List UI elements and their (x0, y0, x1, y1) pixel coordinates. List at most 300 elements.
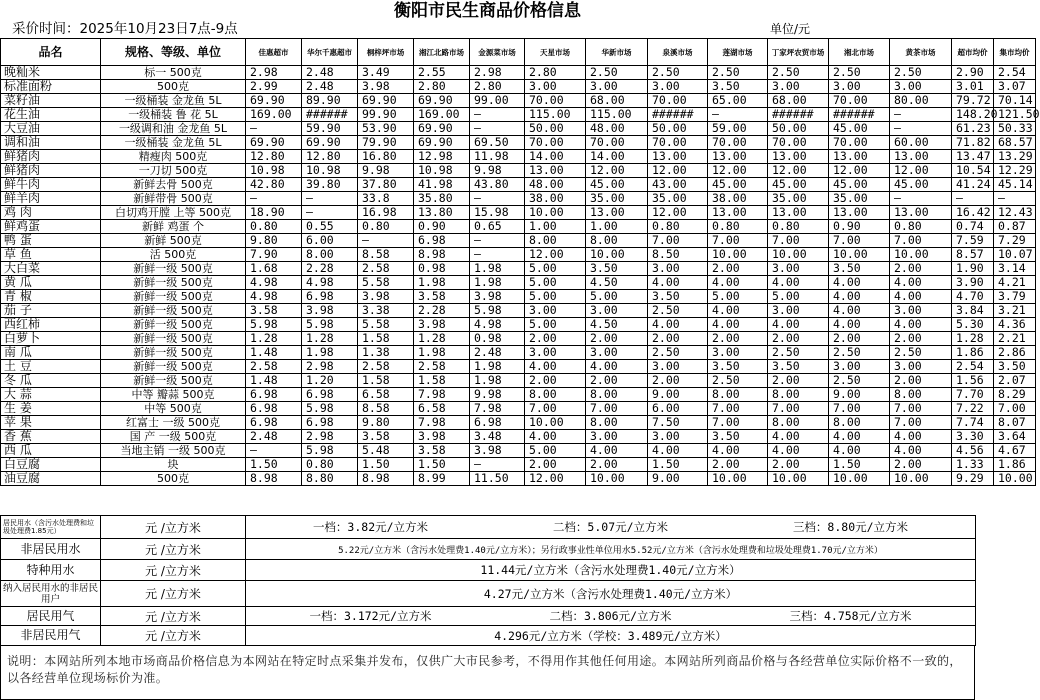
price-cell: 5.00 (586, 290, 648, 304)
col-header: 桐梓坪市场 (358, 39, 414, 66)
col-header: 规格、等级、单位 (101, 39, 246, 66)
price-cell: 3.90 (952, 276, 994, 290)
price-cell: 8.00 (586, 234, 648, 248)
price-cell: 4.00 (648, 444, 708, 458)
price-cell: 2.50 (768, 346, 829, 360)
product-spec: 活 500克 (101, 248, 246, 262)
product-spec: 新鲜一级 500克 (101, 374, 246, 388)
price-cell: 50.00 (648, 122, 708, 136)
price-cell: 70.00 (768, 136, 829, 150)
price-cell: 2.50 (768, 66, 829, 80)
price-cell: 10.54 (952, 164, 994, 178)
price-cell: 3.00 (648, 80, 708, 94)
product-name: 鲜猪肉 (1, 164, 101, 178)
product-spec: 一级桶装 鲁 花 5L (101, 108, 246, 122)
utility-unit: 元 /立方米 (101, 539, 246, 560)
price-cell: 0.98 (414, 262, 470, 276)
table-row (1, 178, 1036, 192)
price-cell: 13.00 (890, 150, 952, 164)
price-cell: 2.21 (994, 332, 1036, 346)
price-cell: 12.80 (302, 150, 358, 164)
price-cell: 0.55 (302, 220, 358, 234)
table-row (1, 472, 1036, 486)
price-cell: 9.00 (648, 472, 708, 486)
table-row (1, 150, 1036, 164)
price-cell: 2.00 (586, 458, 648, 472)
table-row (1, 388, 1036, 402)
price-cell: 10.00 (994, 472, 1036, 486)
price-cell: 35.00 (768, 192, 829, 206)
product-spec: 新鲜 500克 (101, 234, 246, 248)
product-name: 花生油 (1, 108, 101, 122)
price-cell: 0.80 (708, 220, 768, 234)
price-cell: 4.00 (708, 276, 768, 290)
table-row (1, 346, 1036, 360)
utility-row (1, 607, 976, 626)
price-cell: 61.23 (952, 122, 994, 136)
price-cell: 1.00 (525, 220, 586, 234)
price-cell: 1.20 (302, 374, 358, 388)
utility-text: 4.27元/立方米（含污水处理费1.40元/立方米） (246, 581, 976, 607)
product-name: 白萝卜 (1, 332, 101, 346)
price-cell: 2.00 (768, 458, 829, 472)
product-name: 调和油 (1, 136, 101, 150)
price-cell: 4.00 (648, 276, 708, 290)
price-cell: 4.98 (246, 276, 302, 290)
product-spec: 一级桶装 金龙鱼 5L (101, 94, 246, 108)
price-cell: 0.90 (829, 220, 890, 234)
price-cell: 10.00 (708, 248, 768, 262)
price-cell: 8.00 (302, 248, 358, 262)
price-cell: 7.00 (890, 416, 952, 430)
product-spec: 500克 (101, 472, 246, 486)
price-cell: 7.00 (525, 402, 586, 416)
price-cell: 4.00 (586, 444, 648, 458)
price-cell: 13.00 (768, 206, 829, 220)
price-cell: 7.00 (708, 234, 768, 248)
price-cell: 3.00 (525, 80, 586, 94)
utility-unit: 元 /立方米 (101, 516, 246, 539)
price-cell: 13.00 (829, 206, 890, 220)
table-row (1, 444, 1036, 458)
utility-row (1, 560, 976, 581)
col-header: 集市均价 (994, 39, 1036, 66)
price-cell: 68.00 (586, 94, 648, 108)
price-cell: 6.98 (302, 388, 358, 402)
table-row (1, 66, 1036, 80)
price-cell: 4.50 (586, 276, 648, 290)
table-row (1, 374, 1036, 388)
price-cell: 3.98 (414, 318, 470, 332)
product-name: 鲜牛肉 (1, 178, 101, 192)
col-header: 佳惠超市 (246, 39, 302, 66)
price-cell: 3.00 (648, 430, 708, 444)
price-cell: 12.80 (246, 150, 302, 164)
price-cell: 6.98 (470, 416, 525, 430)
price-cell: 9.98 (470, 388, 525, 402)
price-cell: 8.58 (358, 248, 414, 262)
product-name: 西 瓜 (1, 444, 101, 458)
price-cell: 69.90 (358, 94, 414, 108)
price-cell: 5.00 (768, 290, 829, 304)
price-cell: 4.98 (246, 290, 302, 304)
price-cell: 4.00 (890, 290, 952, 304)
price-cell: 99.90 (358, 108, 414, 122)
price-cell: 0.80 (358, 220, 414, 234)
price-cell: 4.00 (586, 360, 648, 374)
price-cell: 13.80 (414, 206, 470, 220)
price-cell: — (890, 108, 952, 122)
price-cell: — (708, 108, 768, 122)
price-cell: 50.00 (768, 122, 829, 136)
utility-name: 非居民用气 (1, 626, 101, 646)
product-name: 大豆油 (1, 122, 101, 136)
price-cell: 10.00 (829, 472, 890, 486)
table-row (1, 458, 1036, 472)
price-cell: 4.00 (890, 430, 952, 444)
price-cell: 4.98 (302, 276, 358, 290)
table-row (1, 276, 1036, 290)
price-cell: 5.98 (470, 304, 525, 318)
price-cell: 3.50 (768, 360, 829, 374)
price-cell: 6.58 (358, 388, 414, 402)
price-cell: 5.00 (525, 318, 586, 332)
price-cell: 3.00 (890, 304, 952, 318)
price-cell: 1.28 (246, 332, 302, 346)
price-cell: 6.98 (246, 388, 302, 402)
price-cell: 2.50 (890, 346, 952, 360)
price-cell: 35.00 (648, 192, 708, 206)
price-cell: 1.28 (302, 332, 358, 346)
price-cell: 2.98 (470, 66, 525, 80)
price-cell: 10.98 (302, 164, 358, 178)
price-cell: 13.00 (768, 150, 829, 164)
table-row (1, 290, 1036, 304)
price-cell: 6.98 (246, 416, 302, 430)
price-cell: 45.14 (994, 178, 1036, 192)
price-cell: — (246, 192, 302, 206)
price-cell: 13.00 (648, 150, 708, 164)
price-cell: 2.50 (648, 304, 708, 318)
product-name: 土 豆 (1, 360, 101, 374)
price-cell: 3.00 (648, 360, 708, 374)
price-cell: 43.00 (648, 178, 708, 192)
price-cell: 70.14 (994, 94, 1036, 108)
price-cell: — (246, 122, 302, 136)
price-cell: 3.58 (414, 290, 470, 304)
price-cell: 38.00 (708, 192, 768, 206)
price-cell: 13.00 (708, 150, 768, 164)
price-cell: 7.00 (890, 234, 952, 248)
price-cell: 2.00 (525, 374, 586, 388)
price-cell: 9.98 (470, 164, 525, 178)
price-cell: 8.00 (525, 388, 586, 402)
price-cell: — (470, 234, 525, 248)
price-cell: — (890, 192, 952, 206)
price-cell: 45.00 (890, 178, 952, 192)
price-cell: 35.00 (829, 192, 890, 206)
price-cell: 7.59 (952, 234, 994, 248)
price-cell: 11.98 (470, 150, 525, 164)
price-cell: 4.00 (525, 430, 586, 444)
price-cell: 2.50 (708, 66, 768, 80)
price-cell: 0.80 (768, 220, 829, 234)
table-row (1, 206, 1036, 220)
price-cell: 4.00 (890, 444, 952, 458)
price-cell: 2.80 (525, 66, 586, 80)
price-cell: 7.00 (994, 402, 1036, 416)
price-cell: 121.50 (994, 108, 1036, 122)
price-cell: 1.98 (470, 276, 525, 290)
table-row (1, 80, 1036, 94)
utility-unit: 元 /立方米 (101, 581, 246, 607)
product-spec: 新鲜一级 500克 (101, 346, 246, 360)
product-name: 鸭 蛋 (1, 234, 101, 248)
product-name: 鲜鸡蛋 (1, 220, 101, 234)
product-name: 菜籽油 (1, 94, 101, 108)
price-cell: 0.80 (890, 220, 952, 234)
price-cell: 1.90 (952, 262, 994, 276)
table-row (1, 416, 1036, 430)
price-cell: 8.00 (586, 388, 648, 402)
price-cell: 8.99 (414, 472, 470, 486)
price-cell: 69.90 (246, 94, 302, 108)
table-row (1, 304, 1036, 318)
price-cell: 8.00 (525, 234, 586, 248)
price-cell: — (890, 122, 952, 136)
price-cell: 16.80 (358, 150, 414, 164)
price-cell: 4.50 (586, 318, 648, 332)
price-cell: 7.00 (586, 402, 648, 416)
utility-unit: 元 /立方米 (101, 626, 246, 646)
price-cell: 7.00 (768, 402, 829, 416)
price-cell: — (246, 444, 302, 458)
price-cell: 0.87 (994, 220, 1036, 234)
price-cell: 1.98 (414, 346, 470, 360)
price-cell: 3.79 (994, 290, 1036, 304)
product-name: 鸡 肉 (1, 206, 101, 220)
price-cell: 1.48 (246, 374, 302, 388)
price-cell: 80.00 (890, 94, 952, 108)
price-cell: 0.80 (648, 220, 708, 234)
utility-text: 4.296元/立方米（学校：3.489元/立方米） (246, 626, 976, 646)
price-cell: 2.58 (358, 360, 414, 374)
utility-unit: 元 /立方米 (101, 607, 246, 626)
product-name: 冬 瓜 (1, 374, 101, 388)
price-cell: 2.48 (470, 346, 525, 360)
price-cell: 3.00 (586, 346, 648, 360)
col-header: 黄茶市场 (890, 39, 952, 66)
price-cell: 4.00 (768, 444, 829, 458)
price-cell: 33.8 (358, 192, 414, 206)
price-cell: 53.90 (358, 122, 414, 136)
price-cell: — (470, 108, 525, 122)
price-cell: 3.01 (952, 80, 994, 94)
price-cell: 5.58 (358, 318, 414, 332)
price-cell: 4.00 (708, 444, 768, 458)
product-spec: 新鲜一级 500克 (101, 304, 246, 318)
price-cell: 37.80 (358, 178, 414, 192)
price-cell: — (470, 122, 525, 136)
product-name: 草 鱼 (1, 248, 101, 262)
price-cell: 16.98 (358, 206, 414, 220)
price-cell: 0.98 (470, 332, 525, 346)
product-spec: 新鲜一级 500克 (101, 318, 246, 332)
price-cell: 5.00 (525, 290, 586, 304)
price-cell: 13.47 (952, 150, 994, 164)
col-header: 丁家坪农贸市场 (768, 39, 829, 66)
product-spec: 新鲜一级 500克 (101, 290, 246, 304)
price-cell: 2.00 (708, 458, 768, 472)
price-table (0, 38, 1040, 486)
price-cell: 148.20 (952, 108, 994, 122)
price-cell: 0.90 (414, 220, 470, 234)
price-cell: 5.00 (525, 444, 586, 458)
product-name: 苹 果 (1, 416, 101, 430)
price-cell: 2.00 (586, 374, 648, 388)
price-cell: 7.00 (829, 402, 890, 416)
price-cell: 8.98 (414, 248, 470, 262)
price-cell: 2.28 (414, 304, 470, 318)
price-cell: 48.00 (525, 178, 586, 192)
product-spec: 中等 500克 (101, 402, 246, 416)
price-cell: 8.58 (358, 402, 414, 416)
price-cell: 8.98 (246, 472, 302, 486)
price-cell: 1.28 (414, 332, 470, 346)
price-cell: 12.00 (768, 164, 829, 178)
price-cell: 45.00 (829, 178, 890, 192)
price-cell: 7.50 (648, 416, 708, 430)
price-cell: 2.86 (994, 346, 1036, 360)
price-cell: 2.00 (525, 332, 586, 346)
price-cell: 70.00 (708, 136, 768, 150)
product-spec: 新鲜去骨 500克 (101, 178, 246, 192)
price-cell: 3.21 (994, 304, 1036, 318)
price-cell: 3.48 (470, 430, 525, 444)
price-cell: 10.07 (994, 248, 1036, 262)
price-cell: ###### (648, 108, 708, 122)
price-cell: 41.24 (952, 178, 994, 192)
price-cell: 13.00 (890, 206, 952, 220)
price-cell: 1.33 (952, 458, 994, 472)
price-cell: 8.00 (708, 388, 768, 402)
price-cell: 2.00 (768, 374, 829, 388)
price-cell: — (952, 192, 994, 206)
price-cell: 8.00 (829, 416, 890, 430)
price-cell: 69.90 (302, 136, 358, 150)
col-header: 超市均价 (952, 39, 994, 66)
product-spec: 白切鸡开膛 上等 500克 (101, 206, 246, 220)
price-cell: 3.00 (768, 80, 829, 94)
product-spec: 块 (101, 458, 246, 472)
price-cell: 1.58 (358, 374, 414, 388)
price-cell: 4.00 (648, 318, 708, 332)
price-cell: 10.00 (708, 472, 768, 486)
price-cell: 1.50 (358, 458, 414, 472)
unit-label: 单位/元 (770, 22, 811, 36)
table-row (1, 248, 1036, 262)
price-cell: 3.00 (890, 80, 952, 94)
product-spec: 中等 瓣蒜 500克 (101, 388, 246, 402)
price-cell: 3.00 (768, 262, 829, 276)
price-cell: 3.00 (708, 346, 768, 360)
price-cell: 3.00 (525, 346, 586, 360)
price-cell: 3.00 (890, 360, 952, 374)
price-cell: 2.28 (302, 262, 358, 276)
price-cell: 2.50 (648, 346, 708, 360)
product-name: 白豆腐 (1, 458, 101, 472)
price-cell: ###### (768, 108, 829, 122)
product-name: 茄 子 (1, 304, 101, 318)
price-cell: 45.00 (768, 178, 829, 192)
price-cell: 79.72 (952, 94, 994, 108)
price-cell: 2.00 (890, 458, 952, 472)
survey-time: 采价时间：2025年10月23日7点-9点 (12, 21, 238, 37)
price-cell: 2.50 (890, 66, 952, 80)
col-header: 湘江北路市场 (414, 39, 470, 66)
table-row (1, 164, 1036, 178)
utility-name: 纳入居民用水的非居民用户 (1, 581, 101, 607)
price-cell: 5.98 (302, 444, 358, 458)
product-name: 大 蒜 (1, 388, 101, 402)
product-spec: 当地主销 一级 500克 (101, 444, 246, 458)
price-cell: — (470, 248, 525, 262)
price-cell: 3.00 (586, 304, 648, 318)
price-cell: 1.98 (470, 360, 525, 374)
price-cell: 1.98 (414, 276, 470, 290)
price-cell: 7.00 (648, 234, 708, 248)
table-row (1, 360, 1036, 374)
price-cell: 68.57 (994, 136, 1036, 150)
price-cell: 4.00 (890, 318, 952, 332)
price-cell: 2.50 (648, 66, 708, 80)
price-cell: 2.00 (768, 332, 829, 346)
utility-table (0, 515, 976, 646)
price-cell: 12.98 (414, 150, 470, 164)
price-cell: 7.22 (952, 402, 994, 416)
price-cell: 4.00 (829, 290, 890, 304)
price-cell: 9.00 (829, 388, 890, 402)
utility-tier: 三档：4.758元/立方米 (789, 609, 912, 623)
price-cell: 9.80 (246, 234, 302, 248)
price-cell: 2.00 (890, 332, 952, 346)
utility-row (1, 626, 976, 646)
price-cell: 4.00 (829, 276, 890, 290)
price-cell: 6.98 (414, 234, 470, 248)
price-cell: 4.00 (525, 360, 586, 374)
price-cell: 69.90 (414, 136, 470, 150)
price-cell: 3.50 (586, 262, 648, 276)
price-cell: — (470, 192, 525, 206)
price-cell: 7.29 (994, 234, 1036, 248)
price-cell: 4.00 (768, 318, 829, 332)
price-cell: 3.00 (648, 262, 708, 276)
price-cell: 1.48 (246, 346, 302, 360)
product-name: 油豆腐 (1, 472, 101, 486)
price-cell: 3.98 (358, 290, 414, 304)
product-spec: 新鲜一级 500克 (101, 276, 246, 290)
table-row (1, 122, 1036, 136)
price-cell: 13.00 (708, 206, 768, 220)
price-cell: 7.00 (708, 402, 768, 416)
price-cell: 0.80 (246, 220, 302, 234)
product-spec: 新鲜一级 500克 (101, 332, 246, 346)
price-cell: 8.00 (890, 388, 952, 402)
price-cell: — (302, 192, 358, 206)
price-cell: 3.50 (708, 360, 768, 374)
utility-tier: 三档：8.80元/立方米 (792, 520, 909, 534)
price-cell: 68.00 (768, 94, 829, 108)
